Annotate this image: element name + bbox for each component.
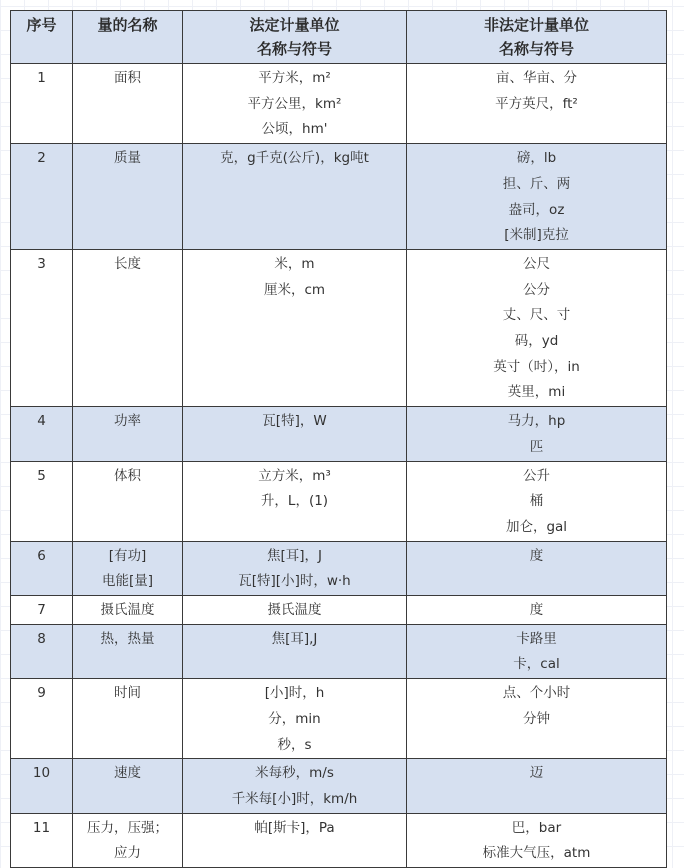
cell-quantity-name: [73, 407, 183, 461]
header-row: [11, 11, 667, 64]
cell-seq-text: 2: [37, 150, 46, 167]
cell-quantity-name-line: 质量: [114, 150, 141, 167]
cell-seq-text: 11: [32, 819, 51, 836]
cell-legal-units-line: 厘米，cm: [263, 281, 326, 298]
cell-seq-text: 6: [37, 547, 46, 564]
cell-quantity-name: [73, 541, 183, 595]
header-name: 量的名称: [73, 11, 183, 64]
cell-legal-units: [183, 813, 407, 867]
cell-illegal-units-line: 磅，lb: [516, 150, 557, 167]
cell-seq-text: 8: [37, 630, 46, 647]
cell-seq: [11, 624, 73, 678]
cell-quantity-name: [73, 596, 183, 625]
cell-illegal-units-line: 盎司，oz: [508, 201, 565, 218]
cell-illegal-units-line: 英寸（吋），in: [493, 358, 580, 375]
table-row: [11, 461, 667, 541]
cell-illegal-units-line: 丈、尺、寸: [502, 307, 571, 324]
cell-seq-text: 5: [37, 467, 46, 484]
cell-quantity-name: [73, 624, 183, 678]
cell-legal-units: [183, 596, 407, 625]
cell-seq: [11, 144, 73, 250]
cell-illegal-units: [407, 541, 667, 595]
cell-illegal-units-line: 卡路里: [516, 630, 557, 647]
cell-legal-units-line: 米，m: [274, 255, 315, 272]
cell-illegal-units-line: [米制]克拉: [504, 227, 569, 244]
cell-seq-text: 3: [37, 255, 46, 272]
cell-illegal-units-line: 加仑，gal: [505, 518, 568, 535]
cell-legal-units: [183, 461, 407, 541]
cell-legal-units: [183, 249, 407, 406]
cell-legal-units: [183, 624, 407, 678]
units-table: [10, 10, 667, 868]
cell-seq: [11, 249, 73, 406]
cell-illegal-units: [407, 249, 667, 406]
cell-illegal-units: [407, 679, 667, 759]
table-body: [11, 64, 667, 868]
cell-illegal-units: [407, 624, 667, 678]
cell-legal-units-line: 立方米，m³: [258, 467, 331, 484]
table-row: [11, 64, 667, 144]
table-row: [11, 759, 667, 813]
cell-quantity-name-line: 电能[量]: [101, 573, 154, 590]
cell-legal-units-line: 瓦[特][小]时，w·h: [238, 573, 351, 590]
cell-legal-units-line: 千米每[小]时，km/h: [231, 790, 358, 807]
cell-seq-text: 4: [37, 413, 46, 430]
cell-illegal-units-line: 迈: [529, 765, 544, 782]
cell-illegal-units: [407, 461, 667, 541]
cell-seq: [11, 461, 73, 541]
cell-illegal-units-line: 点、个小时: [502, 685, 571, 702]
cell-quantity-name-line: 应力: [114, 845, 141, 862]
cell-legal-units-line: 克，g千克(公斤)，kg吨t: [220, 150, 369, 167]
cell-illegal-units: [407, 64, 667, 144]
cell-illegal-units-line: 马力，hp: [507, 413, 566, 430]
cell-quantity-name: [73, 813, 183, 867]
cell-illegal-units: [407, 144, 667, 250]
cell-legal-units: [183, 407, 407, 461]
cell-legal-units: [183, 64, 407, 144]
table-row: [11, 144, 667, 250]
cell-legal-units: [183, 759, 407, 813]
cell-illegal-units-line: 度: [529, 602, 544, 619]
cell-seq: [11, 64, 73, 144]
cell-illegal-units-line: 平方英尺，ft²: [495, 95, 578, 112]
cell-legal-units-line: 分，min: [268, 710, 321, 727]
cell-seq: [11, 541, 73, 595]
cell-illegal-units: [407, 407, 667, 461]
cell-illegal-units-line: 公分: [523, 281, 550, 298]
cell-legal-units: [183, 541, 407, 595]
header-seq: 序号: [11, 11, 73, 64]
table-row: [11, 541, 667, 595]
cell-legal-units-line: 平方米，m²: [258, 70, 331, 86]
cell-quantity-name: [73, 679, 183, 759]
cell-quantity-name: [73, 759, 183, 813]
cell-seq-text: 7: [37, 602, 46, 619]
table-row: [11, 596, 667, 625]
cell-legal-units-line: 焦[耳],J: [271, 630, 318, 647]
cell-illegal-units-line: 卡，cal: [513, 656, 560, 673]
cell-illegal-units: [407, 759, 667, 813]
cell-seq: [11, 407, 73, 461]
cell-seq-text: 9: [37, 685, 46, 702]
cell-illegal-units-line: 英里，mi: [507, 384, 566, 401]
cell-quantity-name: [73, 249, 183, 406]
cell-quantity-name-line: 热，热量: [100, 630, 155, 647]
cell-illegal-units-line: 公尺: [523, 255, 550, 272]
cell-illegal-units-line: 度: [529, 547, 544, 564]
cell-legal-units-line: 平方公里，km²: [247, 95, 342, 112]
cell-quantity-name-line: [有功]: [108, 547, 147, 564]
cell-seq: [11, 759, 73, 813]
table-row: [11, 249, 667, 406]
cell-legal-units-line: 摄氏温度: [267, 602, 322, 619]
cell-seq: [11, 679, 73, 759]
header-illegal-units: 非法定计量单位 名称与符号: [407, 11, 667, 64]
cell-seq: [11, 813, 73, 867]
cell-quantity-name-line: 长度: [114, 255, 141, 272]
cell-legal-units: [183, 144, 407, 250]
cell-legal-units-line: 焦[耳]，J: [266, 547, 322, 564]
cell-illegal-units-line: 亩、华亩、分: [496, 70, 577, 86]
cell-legal-units-line: [小]时，h: [264, 685, 325, 702]
cell-legal-units-line: 公顷，hm': [261, 121, 328, 138]
cell-legal-units-line: 米每秒，m/s: [255, 765, 334, 782]
cell-quantity-name-line: 功率: [114, 413, 141, 430]
cell-illegal-units-line: 匹: [529, 438, 544, 455]
cell-seq: [11, 596, 73, 625]
cell-legal-units-line: 秒，s: [277, 736, 312, 753]
cell-illegal-units-line: 桶: [529, 493, 544, 510]
cell-quantity-name-line: 体积: [114, 467, 141, 484]
cell-quantity-name-line: 面积: [114, 70, 141, 86]
cell-seq-text: 10: [32, 765, 51, 782]
cell-quantity-name: [73, 461, 183, 541]
header-legal-units: 法定计量单位 名称与符号: [183, 11, 407, 64]
cell-legal-units-line: 升，L，(1): [260, 493, 329, 510]
cell-illegal-units-line: 标准大气压，atm: [482, 845, 591, 862]
table-row: [11, 407, 667, 461]
cell-illegal-units-line: 公升: [523, 467, 550, 484]
cell-illegal-units-line: 担、斤、两: [502, 175, 571, 192]
cell-quantity-name-line: 摄氏温度: [100, 602, 155, 619]
cell-illegal-units-line: 码，yd: [514, 333, 559, 350]
cell-seq-text: 1: [37, 70, 46, 86]
cell-quantity-name-line: 速度: [114, 765, 141, 782]
table-row: [11, 679, 667, 759]
table-row: [11, 624, 667, 678]
cell-quantity-name: [73, 64, 183, 144]
cell-illegal-units-line: 巴，bar: [511, 819, 562, 836]
cell-quantity-name-line: 时间: [114, 685, 141, 702]
cell-legal-units: [183, 679, 407, 759]
cell-legal-units-line: 瓦[特]，W: [262, 413, 327, 430]
cell-quantity-name: [73, 144, 183, 250]
cell-legal-units-line: 帕[斯卡]，Pa: [254, 819, 335, 836]
cell-illegal-units: [407, 813, 667, 867]
cell-illegal-units-line: 分钟: [523, 710, 550, 727]
table-row: [11, 813, 667, 867]
cell-quantity-name-line: 压力，压强；: [87, 819, 168, 836]
cell-illegal-units: [407, 596, 667, 625]
